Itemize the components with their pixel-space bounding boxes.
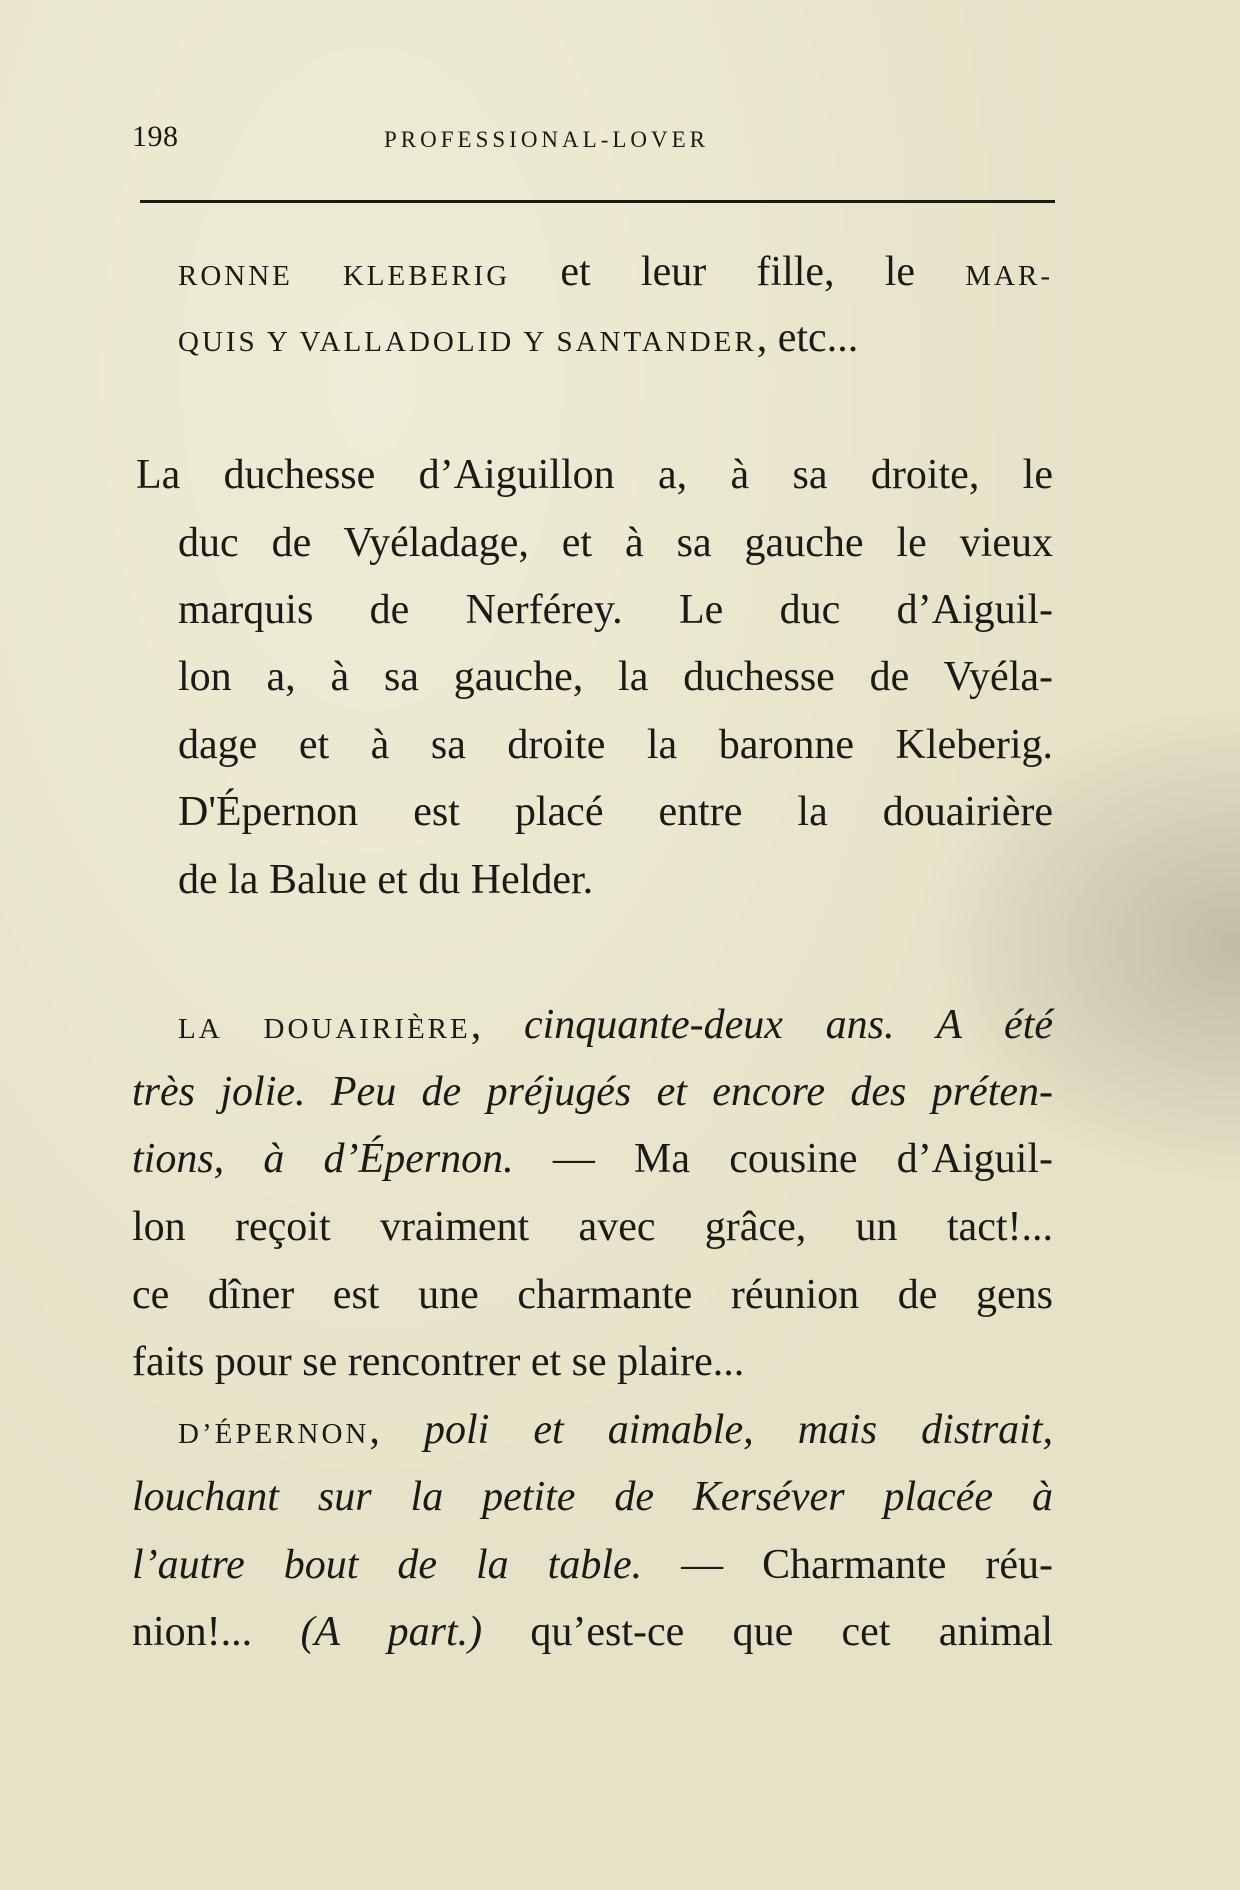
speaker-name: D’ÉPERNON: [178, 1418, 370, 1450]
text-run: dage et à sa droite la baronne Kleberig.: [178, 722, 1053, 768]
text-line: [178, 1405, 1053, 1459]
text-run: ,: [369, 1407, 424, 1453]
stage-direction: poli et aimable, mais distrait,: [423, 1407, 1054, 1453]
header-rule: [140, 200, 1055, 203]
stage-direction: tions, à d’Épernon.: [132, 1136, 514, 1182]
text-run: D'Épernon est placé entre la douairière: [178, 789, 1053, 835]
speaker-name: LA DOUAIRIÈRE: [178, 1013, 471, 1045]
speaker-name: MAR-: [965, 260, 1053, 292]
text-run: nion!...: [132, 1609, 301, 1655]
text-line: [132, 1134, 1053, 1184]
text-run: qu’est-ce que cet animal: [482, 1609, 1054, 1655]
text-line: [178, 720, 1053, 770]
stage-direction: louchant sur la petite de Kerséver placée à: [132, 1474, 1053, 1520]
text-run: lon a, à sa gauche, la duchesse de Vyéla-: [178, 654, 1053, 700]
text-run: faits pour se rencontrer et se plaire...: [132, 1339, 745, 1385]
speaker-name: QUIS Y VALLADOLID Y SANTANDER: [178, 326, 757, 358]
stage-direction: (A part.): [300, 1609, 483, 1655]
text-run: duc de Vyéladage, et à sa gauche le vieux: [178, 520, 1053, 566]
text-run: ,: [470, 1002, 524, 1048]
text-line: [132, 1607, 1053, 1657]
running-head: [132, 120, 1052, 160]
text-line: [132, 1337, 1053, 1387]
page-number: 198: [132, 120, 179, 153]
text-line: [132, 1067, 1053, 1117]
text-line: [178, 313, 1053, 367]
text-run: et leur fille, le: [510, 249, 966, 295]
text-line: [178, 855, 1053, 905]
text-line: [178, 247, 1053, 301]
text-line: [132, 1540, 1053, 1590]
text-line: [178, 518, 1053, 568]
text-line: [136, 450, 1053, 500]
text-line: [178, 652, 1053, 702]
stage-direction: l’autre bout de la table.: [132, 1542, 643, 1588]
text-run: La duchesse d’Aiguillon a, à sa droite, le: [136, 452, 1053, 498]
stage-direction: très jolie. Peu de préjugés et encore des préten-: [132, 1069, 1053, 1115]
text-run: lon reçoit vraiment avec grâce, un tact!...: [132, 1204, 1053, 1250]
text-run: marquis de Nerférey. Le duc d’Aiguil-: [178, 587, 1053, 633]
stage-direction: cinquante-deux ans. A été: [523, 1002, 1054, 1048]
text-line: [178, 1000, 1053, 1054]
text-run: de la Balue et du Helder.: [178, 857, 594, 903]
running-title: PROFESSIONAL-LOVER: [384, 127, 710, 152]
text-run: — Ma cousine d’Aiguil-: [513, 1136, 1054, 1182]
text-line: [132, 1472, 1053, 1522]
speaker-name: RONNE KLEBERIG: [178, 260, 511, 292]
text-run: ce dîner est une charmante réunion de gens: [132, 1272, 1053, 1318]
text-line: [132, 1270, 1053, 1320]
text-line: [178, 787, 1053, 837]
text-line: [178, 585, 1053, 635]
text-line: [132, 1202, 1053, 1252]
text-run: , etc...: [756, 315, 859, 361]
text-run: — Charmante réu-: [642, 1542, 1053, 1588]
